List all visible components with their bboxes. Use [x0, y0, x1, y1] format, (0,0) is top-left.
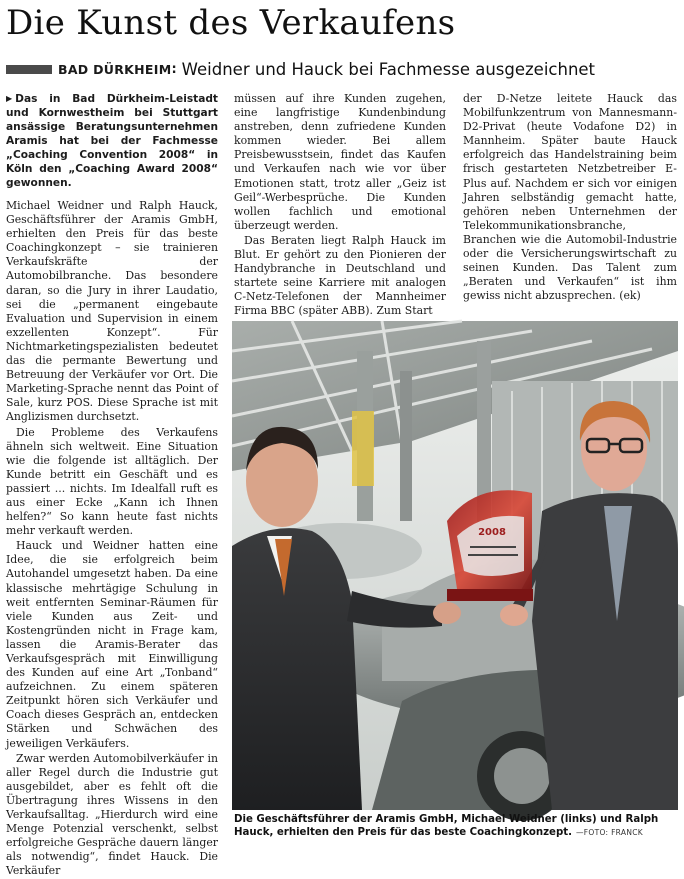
- award-text-line: [468, 554, 518, 556]
- photo-illustration: [232, 321, 678, 810]
- photo-credit: —FOTO: FRANCK: [575, 828, 643, 838]
- paragraph: Zwar werden Automobilverkäufer in aller Regel durch die Industrie gut ausgebildet, aber es fehlt oft die Übertragung ihres Wissens in den Verkaufsalltag. „Hierdurch wird eine Menge Potenzial verschenkt, selbst erfolgreiche Gespräche dauern länger als notwendig“, findet Hauck. Die Verkäufer: [6, 751, 218, 878]
- article-column-2: [234, 92, 446, 316]
- paragraph: Michael Weidner und Ralph Hauck, Geschäftsführer der Aramis GmbH, erhielten den Preis für das beste Coachingkonzept – sie trainieren Verkaufskräfte der Automobilbranche. Das besondere daran, so die Jury in ihrer Laudatio, sei die „permanent eingebaute Evaluation und Supervision in einem exzellenten Konzept“. Für Nichtmarketingspezialisten bedeutet das die permante Bewertung und Betreuung der Verkäufer vor Ort. Die Marketing-Sprache nennt das Point of Sale, kurz POS. Diese Sprache ist mit Anglizismen durchsetzt.: [6, 199, 218, 424]
- man-right-jacket: [532, 493, 678, 810]
- bullet-triangle-icon: ▶: [6, 94, 13, 103]
- article-lead: ▶ Das in Bad Dürkheim-Leistadt und Kornwestheim bei Stuttgart ansässige Beratungsunternehmen Aramis hat bei der Fachmesse „Coaching Convention 2008“ in Köln den „Coaching Award 2008“ gewonnen.: [6, 93, 218, 189]
- car-rim: [494, 748, 550, 804]
- subheadline: [6, 56, 678, 82]
- sign-panel: [352, 411, 374, 486]
- award-base: [447, 589, 533, 601]
- award-year-text: 2008: [478, 527, 506, 538]
- award-text-line: [470, 546, 516, 548]
- paragraph: Die Probleme des Verkaufens ähneln sich weltweit. Eine Situation wie die folgende ist alltäglich. Der Kunde betritt ein Geschäft und es passiert ... nichts. Im Idealfall ruft es aus einer Ecke „Kann ich Ihnen helfen?“ So kann heute fast nichts mehr verkauft werden.: [6, 425, 218, 538]
- paragraph: der D-Netze leitete Hauck das Mobilfunkzentrum von Mannesmann-D2-Privat (heute Vodafone D2) in Mannheim. Später baute Hauck erfolgreich das Handelstraining beim frisch gestarteten Netzbetreiber E-Plus auf. Nachdem er sich vor einigen Jahren selbständig gemacht hatte, gehören neben Unternehmen der Telekommunikationsbranche, Branchen wie die Automobil-Industrie oder die Versicherungswirtschaft zu seinen Kunden. Das Talent zum „Beraten und Verkaufen“ ist ihm gewiss nicht abzusprechen. (ek): [463, 92, 677, 303]
- article-photo: [232, 321, 678, 810]
- article-column-1: [6, 92, 218, 878]
- pillar: [400, 371, 412, 521]
- paragraph: müssen auf ihre Kunden zugehen, eine langfristige Kundenbindung anstreben, denn zufriedene Kunden kommen wieder. Bei allem Preisbewusstsein, findet das Kaufen und Verkaufen nach wie vor über Emotionen statt, trotz aller „Geiz ist Geil“-Werbesprüche. Die Kunden wollen fachlich und emotional überzeugt werden.: [234, 92, 446, 232]
- photo-caption: [234, 813, 680, 840]
- dateline-colon: :: [171, 61, 177, 77]
- man-right-hand: [500, 604, 528, 626]
- paragraph: Hauck und Weidner hatten eine Idee, die sie erfolgreich beim Autohandel umgesetzt haben. Da eine klassische mehrtägige Schulung in weit entfernten Seminar-Räumen für viele Kunden aus Zeit- und Kostengründen nicht in Frage kam, lassen die Aramis-Berater das Verkaufsgespräch mit Einwilligung des Kunden auf eine Art „Tonband“ aufzeichnen. Zu einem späteren Zeitpunkt hören sich Verkäufer und Coach dieses Gespräch an, entdecken Stärken und Schwächen des jeweiligen Verkäufers.: [6, 539, 218, 750]
- man-left-suit: [232, 528, 362, 810]
- paragraph: Das Beraten liegt Ralph Hauck im Blut. Er gehört zu den Pionieren der Handybranche in Deutschland und startete seine Karriere mit analogen C-Netz-Telefonen der Mannheimer Firma BBC (später ABB). Zum Start: [234, 233, 446, 318]
- article-headline: Die Kunst des Verkaufens: [6, 3, 456, 43]
- dateline-location: BAD DÜRKHEIM: [58, 61, 172, 77]
- article-column-3: [463, 92, 677, 316]
- subheadline-text: Weidner und Hauck bei Fachmesse ausgezeichnet: [181, 59, 596, 79]
- caption-text: Die Geschäftsführer der Aramis GmbH, Michael Weidner (links) und Ralph Hauck, erhielten den Preis für das beste Coachingkonzept.: [234, 814, 659, 839]
- subheadline-bar: [6, 65, 52, 74]
- man-left-hand: [433, 602, 461, 624]
